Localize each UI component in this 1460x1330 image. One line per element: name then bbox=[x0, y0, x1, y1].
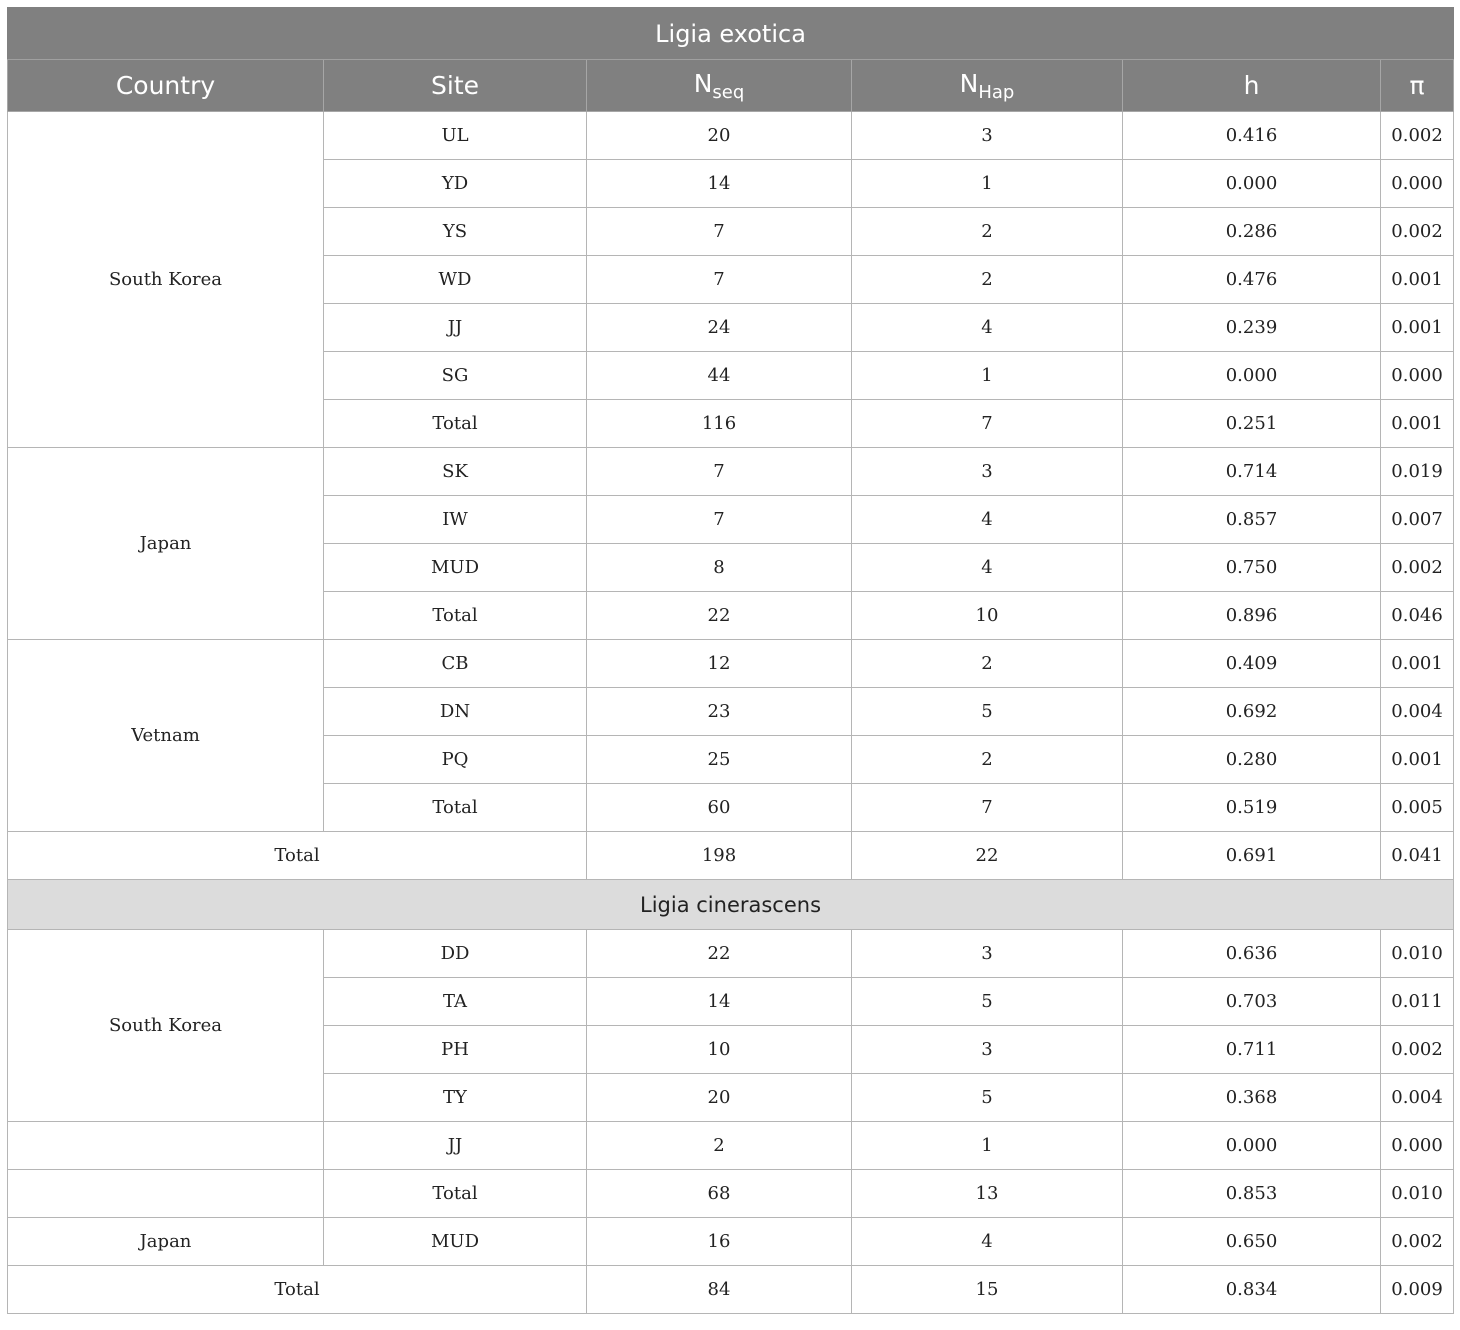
nhap-cell: 2 bbox=[852, 208, 1123, 256]
pi-cell: 0.002 bbox=[1381, 544, 1454, 592]
haplotype-diversity-table bbox=[7, 7, 1454, 1314]
nseq-cell: 14 bbox=[587, 160, 852, 208]
pi-cell: 0.010 bbox=[1381, 1170, 1454, 1218]
nseq-cell: 116 bbox=[587, 400, 852, 448]
nseq-cell: 20 bbox=[587, 1074, 852, 1122]
pi-cell: 0.019 bbox=[1381, 448, 1454, 496]
nhap-cell: 3 bbox=[852, 930, 1123, 978]
nseq-cell: 44 bbox=[587, 352, 852, 400]
total-label-cell: Total bbox=[8, 1266, 587, 1314]
nhap-cell: 4 bbox=[852, 304, 1123, 352]
nhap-cell: 1 bbox=[852, 1122, 1123, 1170]
h-cell: 0.834 bbox=[1123, 1266, 1381, 1314]
nhap-cell: 5 bbox=[852, 978, 1123, 1026]
pi-cell: 0.007 bbox=[1381, 496, 1454, 544]
country-cell: Japan bbox=[8, 1218, 324, 1266]
h-cell: 0.239 bbox=[1123, 304, 1381, 352]
site-cell: UL bbox=[324, 112, 587, 160]
h-cell: 0.368 bbox=[1123, 1074, 1381, 1122]
nseq-cell: 198 bbox=[587, 832, 852, 880]
pi-cell: 0.000 bbox=[1381, 160, 1454, 208]
country-cell: South Korea bbox=[8, 930, 324, 1122]
nhap-cell: 2 bbox=[852, 736, 1123, 784]
table-row bbox=[8, 448, 1454, 496]
h-cell: 0.519 bbox=[1123, 784, 1381, 832]
site-cell: Total bbox=[324, 1170, 587, 1218]
table-row-grand-total bbox=[8, 1266, 1454, 1314]
table-row bbox=[8, 930, 1454, 978]
site-cell: MUD bbox=[324, 1218, 587, 1266]
site-cell: Total bbox=[324, 592, 587, 640]
nhap-cell: 4 bbox=[852, 544, 1123, 592]
nhap-cell: 1 bbox=[852, 160, 1123, 208]
site-cell: PH bbox=[324, 1026, 587, 1074]
pi-cell: 0.000 bbox=[1381, 352, 1454, 400]
country-cell-empty bbox=[8, 1170, 324, 1218]
h-cell: 0.000 bbox=[1123, 1122, 1381, 1170]
site-cell: PQ bbox=[324, 736, 587, 784]
h-cell: 0.650 bbox=[1123, 1218, 1381, 1266]
pi-cell: 0.041 bbox=[1381, 832, 1454, 880]
pi-cell: 0.002 bbox=[1381, 1026, 1454, 1074]
pi-cell: 0.009 bbox=[1381, 1266, 1454, 1314]
site-cell: YD bbox=[324, 160, 587, 208]
nhap-cell: 3 bbox=[852, 112, 1123, 160]
table-row bbox=[8, 640, 1454, 688]
col-header-nhap bbox=[852, 60, 1123, 112]
pi-cell: 0.002 bbox=[1381, 112, 1454, 160]
pi-cell: 0.001 bbox=[1381, 256, 1454, 304]
col-header-site: Site bbox=[324, 60, 587, 112]
nseq-cell: 14 bbox=[587, 978, 852, 1026]
site-cell: MUD bbox=[324, 544, 587, 592]
nseq-cell: 8 bbox=[587, 544, 852, 592]
table-row-grand-total bbox=[8, 832, 1454, 880]
nseq-cell: 7 bbox=[587, 256, 852, 304]
site-cell: IW bbox=[324, 496, 587, 544]
h-cell: 0.000 bbox=[1123, 352, 1381, 400]
table-row bbox=[8, 112, 1454, 160]
nseq-cell: 68 bbox=[587, 1170, 852, 1218]
nhap-cell: 15 bbox=[852, 1266, 1123, 1314]
table-title-ligia-exotica: Ligia exotica bbox=[8, 8, 1454, 60]
nhap-cell: 1 bbox=[852, 352, 1123, 400]
section-row bbox=[8, 880, 1454, 930]
site-cell: DD bbox=[324, 930, 587, 978]
nhap-cell: 3 bbox=[852, 448, 1123, 496]
site-cell: Total bbox=[324, 784, 587, 832]
h-cell: 0.692 bbox=[1123, 688, 1381, 736]
site-cell: JJ bbox=[324, 1122, 587, 1170]
pi-cell: 0.010 bbox=[1381, 930, 1454, 978]
pi-cell: 0.001 bbox=[1381, 400, 1454, 448]
col-header-pi: π bbox=[1381, 60, 1454, 112]
nhap-cell: 2 bbox=[852, 640, 1123, 688]
nseq-cell: 25 bbox=[587, 736, 852, 784]
h-cell: 0.251 bbox=[1123, 400, 1381, 448]
nhap-cell: 7 bbox=[852, 784, 1123, 832]
total-label-cell: Total bbox=[8, 832, 587, 880]
nseq-cell: 7 bbox=[587, 496, 852, 544]
nseq-cell: 12 bbox=[587, 640, 852, 688]
nseq-cell: 20 bbox=[587, 112, 852, 160]
h-cell: 0.711 bbox=[1123, 1026, 1381, 1074]
col-header-h: h bbox=[1123, 60, 1381, 112]
nseq-cell: 84 bbox=[587, 1266, 852, 1314]
h-cell: 0.714 bbox=[1123, 448, 1381, 496]
h-cell: 0.691 bbox=[1123, 832, 1381, 880]
pi-cell: 0.001 bbox=[1381, 304, 1454, 352]
pi-cell: 0.004 bbox=[1381, 688, 1454, 736]
col-header-nseq bbox=[587, 60, 852, 112]
site-cell: YS bbox=[324, 208, 587, 256]
h-cell: 0.853 bbox=[1123, 1170, 1381, 1218]
nhap-cell: 4 bbox=[852, 496, 1123, 544]
h-cell: 0.286 bbox=[1123, 208, 1381, 256]
nhap-cell: 4 bbox=[852, 1218, 1123, 1266]
nseq-symbol: N bbox=[693, 68, 713, 98]
h-cell: 0.896 bbox=[1123, 592, 1381, 640]
nseq-cell: 16 bbox=[587, 1218, 852, 1266]
h-cell: 0.857 bbox=[1123, 496, 1381, 544]
table-row bbox=[8, 1170, 1454, 1218]
pi-cell: 0.002 bbox=[1381, 208, 1454, 256]
nhap-cell: 22 bbox=[852, 832, 1123, 880]
section-title-ligia-cinerascens: Ligia cinerascens bbox=[8, 880, 1454, 930]
nseq-cell: 23 bbox=[587, 688, 852, 736]
site-cell: SK bbox=[324, 448, 587, 496]
pi-cell: 0.001 bbox=[1381, 736, 1454, 784]
pi-cell: 0.004 bbox=[1381, 1074, 1454, 1122]
nseq-cell: 10 bbox=[587, 1026, 852, 1074]
site-cell: TY bbox=[324, 1074, 587, 1122]
site-cell: SG bbox=[324, 352, 587, 400]
table-row bbox=[8, 1218, 1454, 1266]
nhap-symbol: N bbox=[959, 68, 979, 98]
nhap-cell: 7 bbox=[852, 400, 1123, 448]
nhap-cell: 10 bbox=[852, 592, 1123, 640]
site-cell: Total bbox=[324, 400, 587, 448]
country-cell: Japan bbox=[8, 448, 324, 640]
col-header-country: Country bbox=[8, 60, 324, 112]
nseq-cell: 24 bbox=[587, 304, 852, 352]
site-cell: JJ bbox=[324, 304, 587, 352]
table-row bbox=[8, 1122, 1454, 1170]
nseq-subscript: seq bbox=[712, 81, 745, 103]
nseq-cell: 2 bbox=[587, 1122, 852, 1170]
h-cell: 0.476 bbox=[1123, 256, 1381, 304]
nhap-cell: 2 bbox=[852, 256, 1123, 304]
nhap-subscript: Hap bbox=[978, 81, 1015, 103]
pi-cell: 0.005 bbox=[1381, 784, 1454, 832]
h-cell: 0.409 bbox=[1123, 640, 1381, 688]
nseq-cell: 60 bbox=[587, 784, 852, 832]
pi-cell: 0.011 bbox=[1381, 978, 1454, 1026]
country-cell: South Korea bbox=[8, 112, 324, 448]
h-cell: 0.703 bbox=[1123, 978, 1381, 1026]
pi-cell: 0.000 bbox=[1381, 1122, 1454, 1170]
h-cell: 0.416 bbox=[1123, 112, 1381, 160]
nseq-cell: 22 bbox=[587, 930, 852, 978]
site-cell: DN bbox=[324, 688, 587, 736]
nhap-cell: 3 bbox=[852, 1026, 1123, 1074]
site-cell: TA bbox=[324, 978, 587, 1026]
pi-cell: 0.001 bbox=[1381, 640, 1454, 688]
h-cell: 0.636 bbox=[1123, 930, 1381, 978]
country-cell: Vetnam bbox=[8, 640, 324, 832]
nhap-cell: 5 bbox=[852, 1074, 1123, 1122]
h-cell: 0.750 bbox=[1123, 544, 1381, 592]
site-cell: CB bbox=[324, 640, 587, 688]
site-cell: WD bbox=[324, 256, 587, 304]
nseq-cell: 22 bbox=[587, 592, 852, 640]
nhap-cell: 13 bbox=[852, 1170, 1123, 1218]
pi-cell: 0.046 bbox=[1381, 592, 1454, 640]
pi-cell: 0.002 bbox=[1381, 1218, 1454, 1266]
nhap-cell: 5 bbox=[852, 688, 1123, 736]
h-cell: 0.000 bbox=[1123, 160, 1381, 208]
country-cell-empty bbox=[8, 1122, 324, 1170]
nseq-cell: 7 bbox=[587, 208, 852, 256]
nseq-cell: 7 bbox=[587, 448, 852, 496]
h-cell: 0.280 bbox=[1123, 736, 1381, 784]
